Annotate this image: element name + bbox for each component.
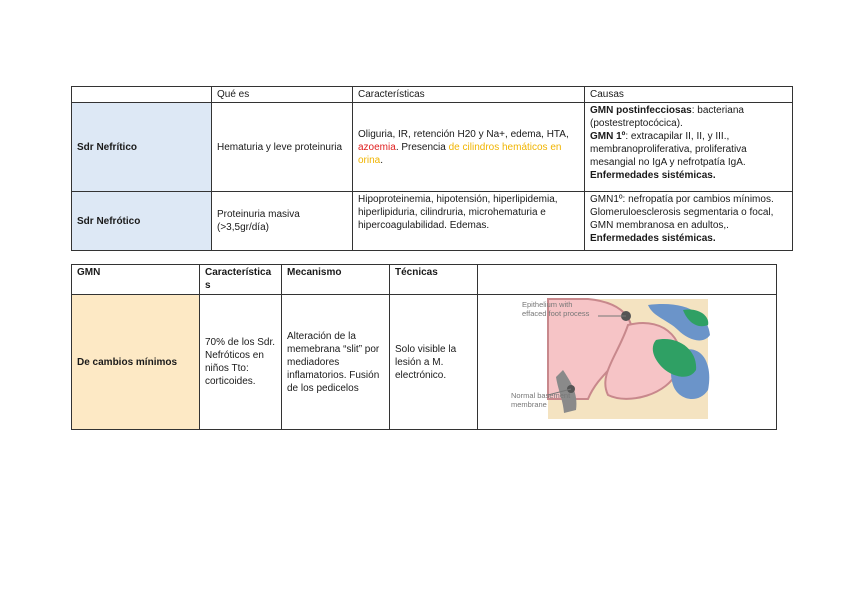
row-label-nefrotico: Sdr Nefrótico: [72, 192, 212, 251]
table-header-row: [72, 87, 793, 103]
nefrotico-causas: [585, 192, 793, 251]
header-figure: [478, 265, 777, 295]
figure-cell: [478, 295, 777, 430]
header-caracteristicas: Características: [353, 87, 585, 103]
table-row: [72, 192, 793, 251]
label-epithelium-1: Epithelium with: [522, 300, 573, 309]
header-empty: [72, 87, 212, 103]
nefritico-caracteristicas: [353, 103, 585, 192]
gmn-table: [71, 264, 777, 430]
gmn-caracteristicas: 70% de los Sdr. Nefróticos en niños Tto: corticoides.: [200, 295, 282, 430]
header-mecanismo: Mecanismo: [282, 265, 390, 295]
header-que-es: Qué es: [212, 87, 353, 103]
causa-1-bold: GMN postinfecciosas: [590, 105, 692, 116]
glomerulus-illustration: [478, 295, 777, 429]
label-membrane-2: membrane: [511, 400, 547, 409]
gmn-cambios-minimos: De cambios mínimos: [72, 295, 200, 430]
table-header-row: [72, 265, 777, 295]
header-gmn: GMN: [72, 265, 200, 295]
causa-3-bold: Enfermedades sistémicas.: [590, 170, 716, 181]
header-tecnicas: Técnicas: [390, 265, 478, 295]
causa-1-text: : bacteriana (postestreptocócica).: [590, 105, 744, 129]
nefritico-que-es: Hematuria y leve proteinuria: [212, 103, 353, 192]
gmn-tecnicas: Solo visible la lesión a M. electrónico.: [390, 295, 478, 430]
nefritico-car-end: .: [380, 154, 384, 166]
header-caracteristicas-2: Característica s: [200, 265, 282, 295]
causa-2-bold: GMN 1º: [590, 131, 626, 142]
syndromes-table: [71, 86, 793, 251]
nefritico-car-azoemia: azoemia: [358, 141, 396, 153]
nefrotico-que-es: Proteinuria masiva (>3,5gr/día): [212, 192, 353, 251]
nefritico-causas: [585, 103, 793, 192]
nefrotico-causa-bold: Enfermedades sistémicas.: [590, 233, 716, 244]
nefrotico-caracteristicas: Hipoproteinemia, hipotensión, hiperlipidemia, hiperlipiduria, cilindruria, microhematuria e hipercoagulabilidad. Edemas.: [353, 192, 585, 251]
header-causas: Causas: [585, 87, 793, 103]
nefritico-car-text-a: Oliguria, IR, retención H20 y Na+, edema, HTA,: [358, 128, 569, 140]
gmn-mecanismo: Alteración de la memebrana “slit” por mediadores inflamatorios. Fusión de los pedicelos: [282, 295, 390, 430]
table-row: [72, 103, 793, 192]
table-row: [72, 295, 777, 430]
nefritico-car-text-b: . Presencia: [395, 141, 449, 153]
row-label-nefritico: Sdr Nefrítico: [72, 103, 212, 192]
label-epithelium-2: effaced foot process: [522, 309, 590, 318]
causa-2-text: : extracapilar II, II, y III., membranoproliferativa, proliferativa mesangial no IgA y nefrotpatía IgA.: [590, 131, 747, 168]
label-membrane-1: Normal basement: [511, 391, 571, 400]
nefrotico-causa-text: GMN1º: nefropatía por cambios mínimos. Glomeruloesclerosis segmentaria o focal, GMN membranosa en adultos,.: [590, 194, 774, 231]
nefritico-car-cilindros: de cilindros hemáticos en orina: [358, 141, 562, 166]
